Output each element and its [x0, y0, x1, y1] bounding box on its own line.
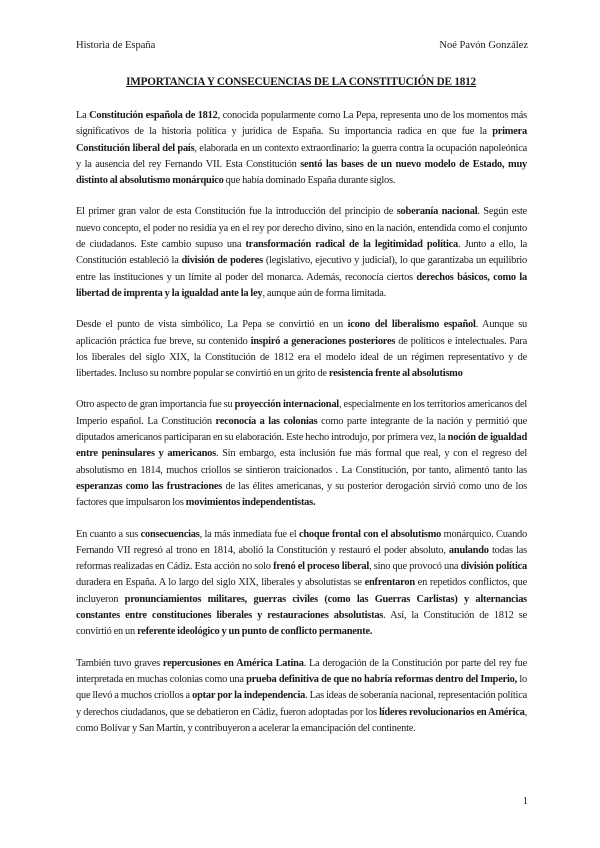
- text-run: , elaborada en un contexto extraordinario: la guerra contra la ocupación napoleónica y la ausencia del rey Fernando VII. Esta Constitución: [76, 142, 527, 170]
- page-header: [76, 39, 528, 53]
- bold-text: división de poderes: [181, 255, 263, 267]
- text-run: Otro aspecto de gran importancia fue su: [76, 399, 235, 411]
- bold-text: líderes revolucionarios en América: [379, 706, 525, 718]
- bold-text: transformación radical de la legitimidad política: [245, 239, 459, 251]
- bold-text: enfrentaron: [364, 577, 415, 589]
- paragraph: [76, 527, 527, 641]
- bold-text: repercusiones en América Latina: [162, 657, 304, 669]
- bold-text: proyección internacional: [234, 399, 339, 411]
- bold-text: Constitución española de 1812: [89, 110, 218, 121]
- text-run: . Aunque su aplicación práctica fue breve, su contenido: [76, 319, 528, 347]
- document-title: IMPORTANCIA Y CONSECUENCIAS DE LA CONSTITUCIÓN DE 1812: [126, 76, 476, 88]
- text-run: . Las ideas de soberanía nacional, representación política y derechos ciudadanos, que se debatieron en Cádiz, fueron adoptadas por los: [76, 690, 527, 718]
- paragraph: [76, 656, 527, 737]
- document-body: [76, 108, 527, 752]
- text-run: El primer gran valor de esta Constitución fue la introducción del principio de: [76, 206, 397, 218]
- bold-text: inspiró a generaciones posteriores: [250, 335, 396, 347]
- bold-text: primera Constitución liberal del país: [76, 126, 527, 154]
- text-run: , la más inmediata fue el: [199, 528, 299, 540]
- text-run: . Así, la Constitución de 1812 se convirtió en un: [76, 610, 527, 638]
- bold-text: icono del liberalismo español: [347, 319, 476, 331]
- text-run: La: [76, 110, 90, 121]
- bold-text: optar por la independencia: [192, 690, 306, 702]
- text-run: En cuanto a sus: [76, 528, 141, 540]
- bold-text: soberanía nacional: [396, 206, 478, 218]
- text-run: como parte integrante de la nación y permitió que diputados americanos participaran en su elaboración. Este hecho introdujo, por primera vez, la: [76, 415, 527, 444]
- bold-text: anulando: [448, 544, 489, 556]
- text-run: Desde el punto de vista simbólico, La Pepa se convirtió en un: [76, 319, 348, 331]
- paragraph: [76, 108, 527, 189]
- paragraph: [76, 317, 527, 382]
- text-run: que había dominado España durante siglos.: [223, 175, 396, 187]
- text-run: en repetidos conflictos, que incluyeron: [76, 577, 527, 605]
- bold-text: movimientos independentistas.: [185, 497, 316, 509]
- text-run: (legislativo, ejecutivo y judicial), lo que garantizaba un equilibrio entre las instituciones y un límite al poder del monarca. Además, reconocía ciertos: [76, 255, 527, 283]
- bold-text: consecuencias: [140, 528, 200, 540]
- bold-text: referente ideológico y un punto de conflicto permanente.: [137, 626, 373, 638]
- text-run: . Junto a ello, la Constitución estableció la: [76, 239, 528, 267]
- bold-text: sentó las bases de un nuevo modelo de Estado, muy distinto al absolutismo monárquico: [76, 158, 527, 187]
- paragraph: [76, 204, 527, 302]
- bold-text: esperanzas como las frustraciones: [76, 480, 223, 492]
- text-run: monárquico. Cuando Fernando VII regresó al trono en 1814, abolió la Constitución y restauró el poder absoluto,: [76, 528, 527, 556]
- text-run: . Según este nuevo concepto, el poder no residía ya en el rey por derecho divino, sino en la nación, entendida como el conjunto de ciudadanos. Este cambio supuso una: [76, 206, 528, 251]
- text-run: . La derogación de la Constitución por parte del rey fue interpretada en muchas colonias como una: [76, 657, 527, 685]
- header-subject: Historia de España: [76, 40, 156, 51]
- header-author: Noé Pavón González: [439, 40, 528, 51]
- bold-text: derechos básicos, como la libertad de imprenta y la igualdad ante la ley: [76, 271, 528, 299]
- bold-text: prueba definitiva de que no habría reformas dentro del Imperio,: [246, 673, 518, 685]
- text-run: lo que llevó a muchos criollos a: [76, 673, 527, 702]
- text-run: de políticos e intelectuales. Para los liberales del siglo XIX, la Constitución de 1812 era el modelo ideal de un régimen representativo y de libertades. Incluso su nombre popular se convirtió en un grito de: [76, 335, 527, 380]
- bold-text: división política: [460, 561, 527, 573]
- bold-text: frenó el proceso liberal: [273, 561, 370, 573]
- text-run: duradera en España. A lo largo del siglo XIX, liberales y absolutistas se: [76, 577, 365, 589]
- text-run: También tuvo graves: [76, 657, 163, 669]
- bold-text: noción de igualdad entre peninsulares y americanos: [76, 432, 528, 460]
- text-run: . Sin embargo, esta inclusión fue más formal que real, y con el regreso del absolutismo en 1814, muchos criollos se sintieron traicionados . La Constitución, por tanto, alimentó tanto las: [76, 448, 528, 476]
- text-run: , conocida popularmente como La Pepa, representa uno de los momentos más significativos de la historia política y jurídica de España. Su importancia radica en que fue la: [76, 110, 527, 138]
- text-run: , como Bolívar y San Martín, y contribuyeron a acelerar la emancipación del continente.: [76, 706, 527, 734]
- text-run: , aunque aún de forma limitada.: [262, 287, 386, 299]
- bold-text: pronunciamientos militares, guerras civiles (como las Guerras Carlistas) y alternancias constantes entre constituciones liberales y restauraciones absolutistas: [76, 593, 528, 622]
- paragraph: [76, 397, 527, 511]
- bold-text: resistencia frente al absolutismo: [328, 368, 463, 380]
- bold-text: choque frontal con el absolutismo: [298, 528, 442, 540]
- text-run: , especialmente en los territorios americanos del Imperio español. La Constitución: [76, 399, 528, 427]
- text-run: , sino que provocó una: [369, 561, 461, 573]
- text-run: de las élites americanas, y su posterior derogación sirvió como uno de los factores que impulsaron los: [76, 480, 527, 509]
- page-number: 1: [522, 796, 528, 807]
- text-run: todas las reformas realizadas en Cádiz. Esta acción no solo: [76, 544, 527, 573]
- bold-text: reconocía a las colonias: [215, 415, 318, 427]
